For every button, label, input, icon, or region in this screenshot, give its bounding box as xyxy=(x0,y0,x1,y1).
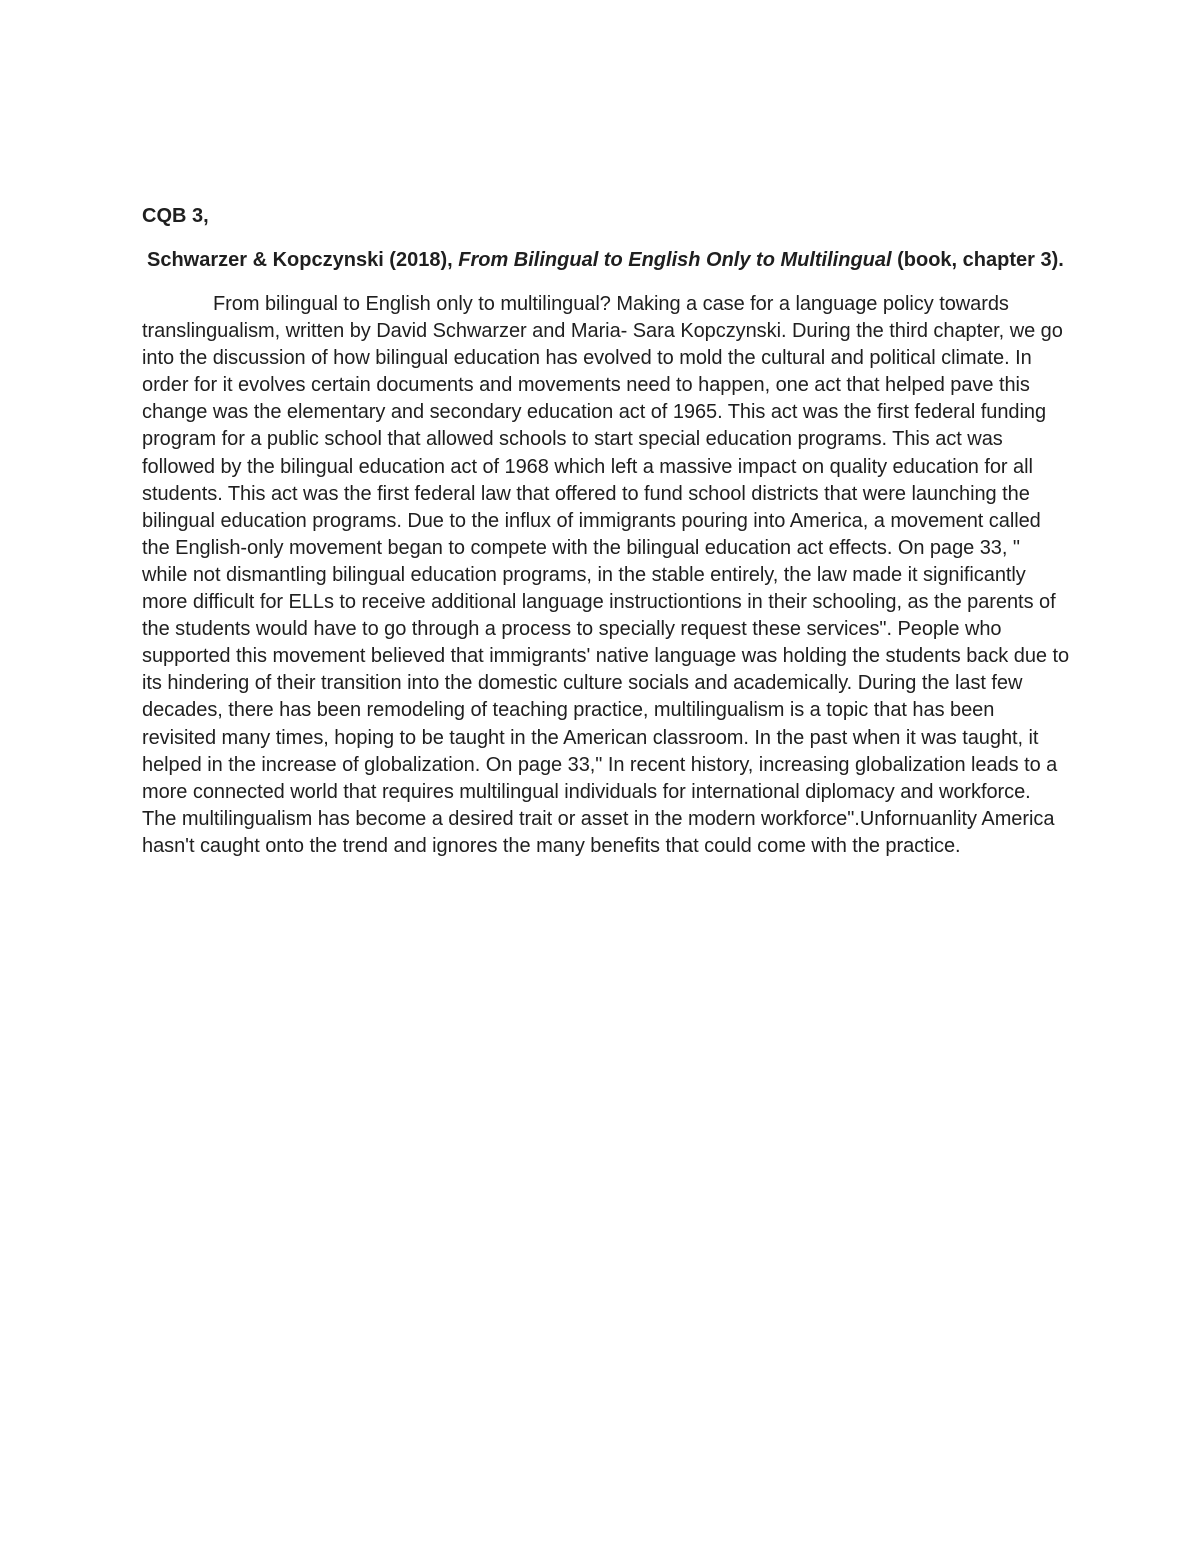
citation-suffix: (book, chapter 3). xyxy=(897,249,1064,271)
citation-title: From Bilingual to English Only to Multilingual xyxy=(458,249,892,271)
document-content xyxy=(142,200,1070,860)
citation-authors-year: Schwarzer & Kopczynski (2018), xyxy=(147,249,453,271)
body-paragraph: From bilingual to English only to multilingual? Making a case for a language policy towards translingualism, written by David Schwarzer and Maria- Sara Kopczynski. During the third chapter, we go into the discussion of how bilingual education has evolved to mold the cultural and political climate. In order for it evolves certain documents and movements need to happen, one act that helped pave this change was the elementary and secondary education act of 1965. This act was the first federal funding program for a public school that allowed schools to start special education programs. This act was followed by the bilingual education act of 1968 which left a massive impact on quality education for all students. This act was the first federal law that offered to fund school districts that were launching the bilingual education programs. Due to the influx of immigrants pouring into America, a movement called the English-only movement began to compete with the bilingual education act effects. On page 33, " while not dismantling bilingual education programs, in the stable entirely, the law made it significantly more difficult for ELLs to receive additional language instructiontions in their schooling, as the parents of the students would have to go through a process to specially request these services". People who supported this movement believed that immigrants' native language was holding the students back due to its hindering of their transition into the domestic culture socials and academically. During the last few decades, there has been remodeling of teaching practice, multilingualism is a topic that has been revisited many times, hoping to be taught in the American classroom. In the past when it was taught, it helped in the increase of globalization. On page 33," In recent history, increasing globalization leads to a more connected world that requires multilingual individuals for international diplomacy and workforce. The multilingualism has become a desired trait or asset in the modern workforce".Unfornuanlity America hasn't caught onto the trend and ignores the many benefits that could come with the practice. xyxy=(142,293,1070,857)
citation-line xyxy=(142,247,1070,274)
document-heading: CQB 3, xyxy=(142,205,209,227)
